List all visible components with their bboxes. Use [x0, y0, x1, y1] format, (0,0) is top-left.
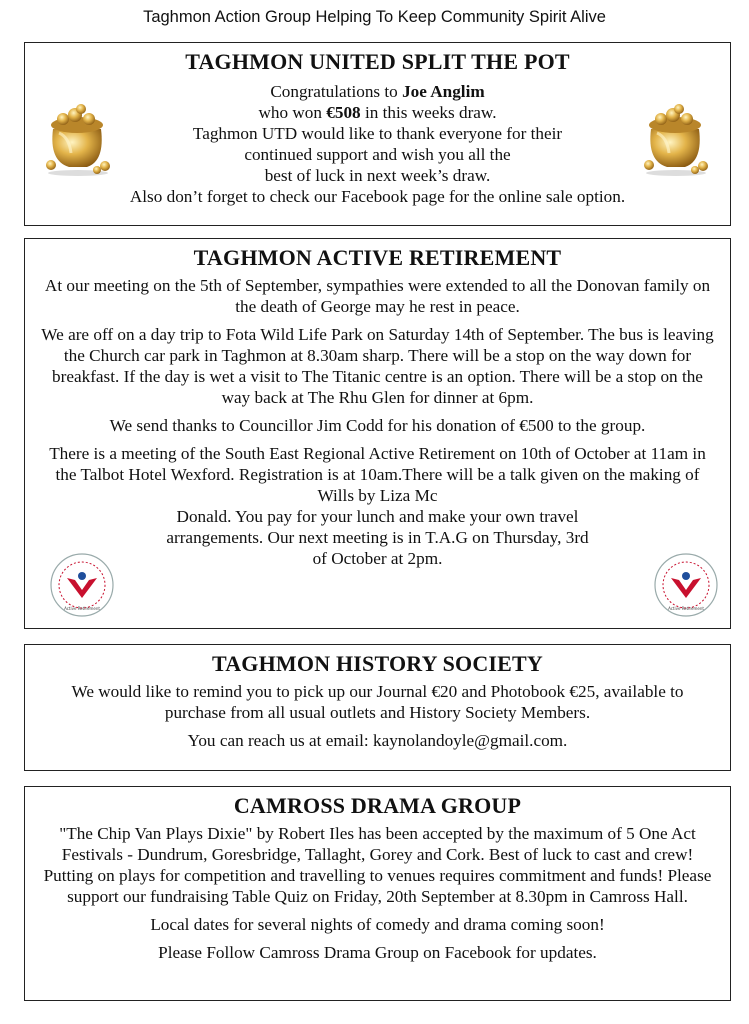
meeting-text: arrangements. Our next meeting is in T.A.G on Thursday, 3rd — [166, 528, 589, 547]
winner-name: Joe Anglim — [402, 82, 485, 101]
drama-group-title: CAMROSS DRAMA GROUP — [233, 793, 522, 818]
meeting-text: of October at 2pm. — [312, 549, 443, 568]
split-pot-section — [24, 42, 731, 226]
sympathy-paragraph: At our meeting on the 5th of September, sympathies were extended to all the Donovan family on the death of George may he rest in peace. — [44, 276, 711, 316]
page-header: Taghmon Action Group Helping To Keep Community Spirit Alive — [143, 8, 606, 26]
active-retirement-section — [24, 238, 731, 629]
active-retirement-logo — [653, 552, 719, 618]
festivals-paragraph: "The Chip Van Plays Dixie" by Robert Iles has been accepted by the maximum of 5 One Act Festivals - Dundrum, Goresbridge, Tallaght, Gorey and Cork. Best of luck to cast and crew! Putting on plays for competition and travelling to venues requires commitment and funds! Please support our fundraising Table Quiz on Friday, 20th September at 8.30pm in Camross Hall. — [43, 824, 712, 906]
history-society-section — [24, 644, 731, 771]
regional-meeting-paragraph — [39, 443, 716, 569]
facebook-line: Also don’t forget to check our Facebook page for the online sale option. — [129, 187, 626, 206]
local-dates-paragraph: Local dates for several nights of comedy and drama coming soon! — [150, 915, 605, 934]
svg-text:Active Retirement: Active Retirement — [64, 606, 100, 611]
follow-paragraph: Please Follow Camross Drama Group on Facebook for updates. — [158, 943, 597, 962]
support-line: continued support and wish you all the — [244, 145, 511, 164]
svg-text:Active Retirement: Active Retirement — [668, 606, 704, 611]
pot-of-gold-icon — [637, 99, 715, 177]
drama-group-section — [24, 786, 731, 1001]
meeting-text: Donald. You pay for your lunch and make your own travel — [176, 507, 579, 526]
luck-line: best of luck in next week’s draw. — [264, 166, 491, 185]
congrats-line: Congratulations to Joe Anglim — [270, 82, 485, 101]
active-retirement-title: TAGHMON ACTIVE RETIREMENT — [193, 245, 562, 270]
history-society-title: TAGHMON HISTORY SOCIETY — [211, 651, 544, 676]
donation-paragraph: We send thanks to Councillor Jim Codd for his donation of €500 to the group. — [109, 416, 646, 435]
journal-paragraph: We would like to remind you to pick up our Journal €20 and Photobook €25, available to purchase from all usual outlets and History Society Members. — [71, 682, 684, 722]
winnings-amount: €508 — [326, 103, 361, 122]
email-paragraph: You can reach us at email: kaynolandoyle@gmail.com. — [187, 731, 568, 750]
day-trip-paragraph: We are off on a day trip to Fota Wild Life Park on Saturday 14th of September. The bus is leaving the Church car park in Taghmon at 8.30am sharp. There will be a stop on the way down for breakfast. If the day is wet a visit to The Titanic centre is an option. There will be a stop on the way back at The Rhu Glen for dinner at 6pm. — [41, 325, 714, 407]
meeting-text: There is a meeting of the South East Regional Active Retirement on 10th of October at 11am in the Talbot Hotel Wexford. Registration is at 10am.There will be a talk given on the making of Wills by Liza Mc — [49, 444, 706, 505]
active-retirement-logo — [49, 552, 115, 618]
split-pot-title: TAGHMON UNITED SPLIT THE POT — [185, 49, 570, 74]
thanks-line: Taghmon UTD would like to thank everyone for their — [192, 124, 563, 143]
winnings-line: who won €508 in this weeks draw. — [258, 103, 497, 122]
pot-of-gold-icon — [39, 99, 117, 177]
